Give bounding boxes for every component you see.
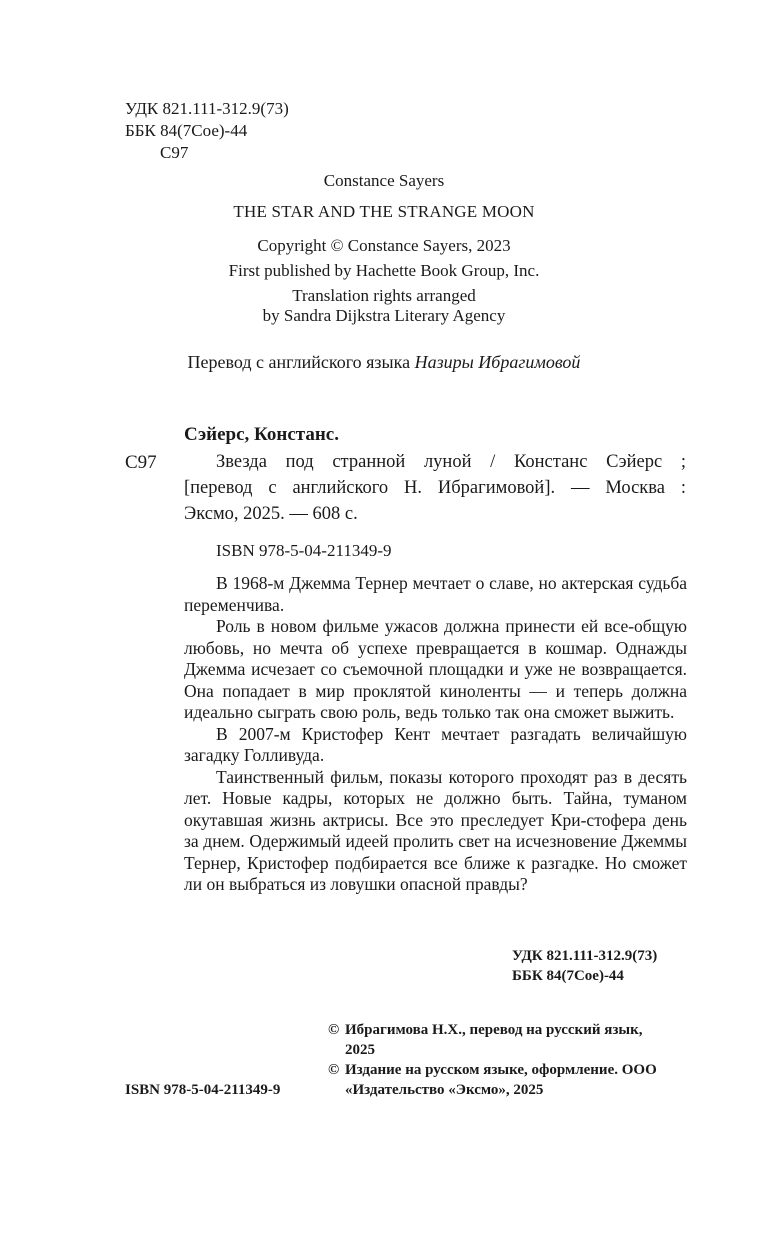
copyright-symbol: © [328,1022,340,1038]
author-sign: С97 [160,143,189,162]
copyright-symbol: © [328,1062,340,1078]
rights-line-2: by Sandra Dijkstra Literary Agency [262,306,506,325]
original-copyright: Copyright © Constance Sayers, 2023 [257,236,511,255]
catalog-line-2: [перевод с английского Н. Ибрагимовой]. — Москва : [184,478,686,498]
bottom-isbn: ISBN 978-5-04-211349-9 [125,1082,281,1098]
rights-line-1: Translation rights arranged [292,286,476,305]
translator-name: Назиры Ибрагимовой [414,352,581,372]
translator-prefix: Перевод с английского языка [187,352,415,372]
annotation-paragraph: Таинственный фильм, показы которого проходят раз в десять лет. Новые кадры, которых не должно быть. Тайна, туманом окутавшая жизнь актрисы. Все это преследует Кри-стофера день за днем. Одержимый идеей пролить свет на исчезновение Джеммы Тернер, Кристофер подбирается все ближе к разгадке. Но сможет ли он выбраться из ловушки опасной правды? [184,766,687,894]
catalog-line-3: Эксмо, 2025. — 608 с. [184,504,358,524]
copyright-text: Ибрагимова Н.Х., перевод на русский язык, 2025 [345,1022,643,1058]
copyright-edition [328,1060,668,1100]
annotation-paragraph: В 1968-м Джемма Тернер мечтает о славе, но актерская судьба переменчива. [184,573,687,615]
original-author: Constance Sayers [323,171,445,190]
original-title: THE STAR AND THE STRANGE MOON [233,202,535,221]
catalog-sign: С97 [125,452,157,473]
first-published: First published by Hachette Book Group, Inc. [228,261,540,280]
bbk-code: ББК 84(7Сое)-44 [125,121,248,140]
bottom-udk-code: УДК 821.111-312.9(73) [512,948,658,964]
bottom-bbk-code: ББК 84(7Сое)-44 [512,968,624,984]
udk-code: УДК 821.111-312.9(73) [125,99,289,118]
annotation-paragraph: В 2007-м Кристофер Кент мечтает разгадать величайшую загадку Голливуда. [184,723,687,765]
copyright-translation [328,1020,668,1060]
catalog-line-1: Звезда под странной луной / Констанс Сэйерс ; [216,452,686,472]
catalog-isbn: ISBN 978-5-04-211349-9 [216,541,392,560]
annotation-paragraph: Роль в новом фильме ужасов должна принести ей все-общую любовь, но мечта об успехе превращается в кошмар. Однажды Джемма исчезает со съемочной площадки и уже не возвращается. Она попадает в мир проклятой киноленты — и теперь должна идеально сыграть свою роль, ведь только так она сможет выжить. [184,616,687,722]
annotation [184,573,687,896]
translator-line [0,352,768,373]
catalog-heading: Сэйерс, Констанс. [184,424,339,445]
copyright-text: Издание на русском языке, оформление. ООО «Издательство «Эксмо», 2025 [345,1062,657,1098]
